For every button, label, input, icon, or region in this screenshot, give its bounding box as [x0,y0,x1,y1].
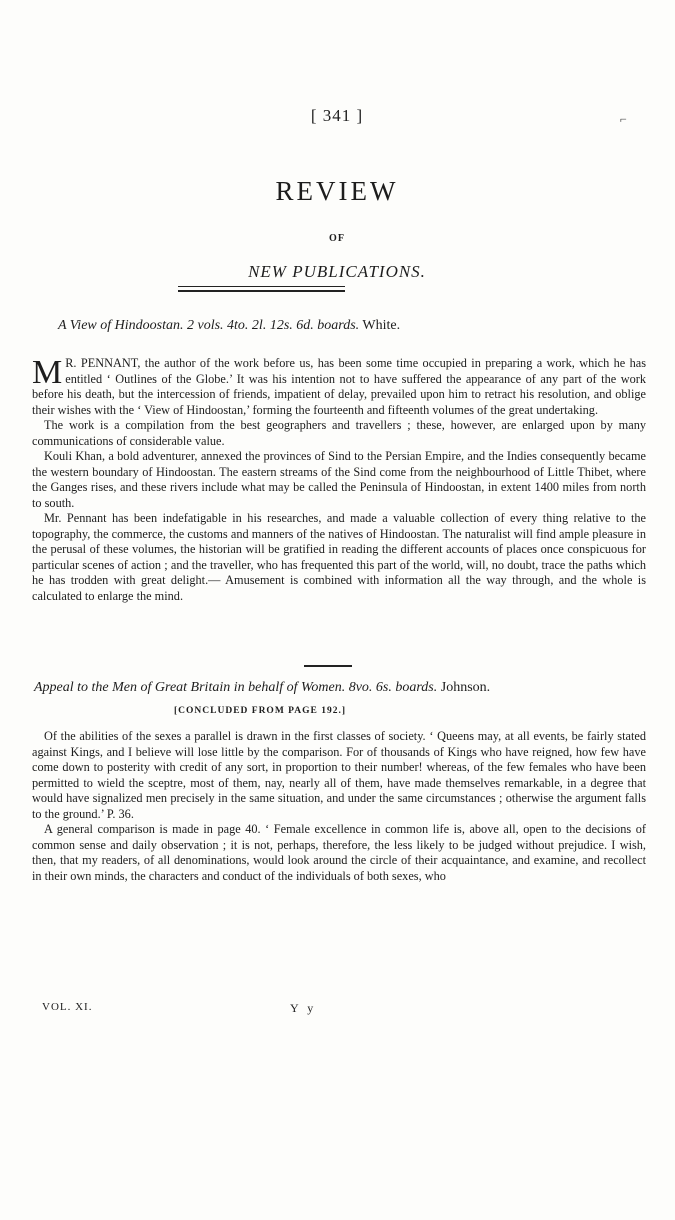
review1-paragraph-text: R. PENNANT, the author of the work before us, has been some time occupied in preparing a work, which he has entitled ‘ Outlines of the Globe.’ It was his intention not to have suffered the appearance of any part of the work before his death, but the intercession of friends, impatient of delay, prevailed upon him to retract his resolution, and oblige their wishes with the ‘ View of Hindoostan,’ forming the fourteenth and fifteenth volumes of the great undertaking. [32,356,646,417]
review1-body [32,356,646,604]
review1-book-title [58,318,648,334]
volume-footer: VOL. XI. [42,1001,93,1013]
review2-publisher: Johnson. [437,680,491,695]
corner-mark: ⌐ [620,112,627,126]
document-page [26,0,648,1220]
section-heading: REVIEW [275,176,399,206]
signature-mark: Y y [290,1001,317,1015]
short-rule-divider [304,665,352,667]
review2-paragraph: A general comparison is made in page 40. ‘ Female excellence in common life is, above all, open to the decisions of common sense and daily observation ; it is not, perhaps, therefore, the less likely to be judged without prejudice. I wish, then, that my readers, of all denominations, would look around the circle of their acquaintance, and examine, and recollect in their own minds, the characters and conduct of the individuals of both sexes, who [32,822,646,883]
page-number: [ 341 ] [310,106,364,125]
review1-paragraph [32,356,646,418]
heading-of: OF [329,233,345,244]
review2-details: 8vo. 6s. boards. [345,680,438,695]
review1-paragraph: Mr. Pennant has been indefatigable in his researches, and made a valuable collection of every thing relative to the topography, the commerce, the customs and manners of the natives of Hindoostan. The naturalist will find ample pleasure in the perusal of these volumes, the historian will be gratified in reading the different accounts of places once conspicuous for particular scenes of action ; and the traveller, who has frequented this part of the world, will, no doubt, trace the paths which he has trodden with great delight.— Amusement is combined with information all the way through, and the whole is calculated to enlarge the mind. [32,511,646,603]
concluded-note: [CONCLUDED FROM PAGE 192.] [174,706,347,716]
review2-body [32,729,646,884]
review1-title: A View of Hindoostan. [58,318,184,333]
section-subheading: NEW PUBLICATIONS. [248,262,426,281]
review1-paragraph: Kouli Khan, a bold adventurer, annexed the provinces of Sind to the Persian Empire, and the Indies consequently became the western boundary of Hindoostan. The eastern streams of the Sind come from the neighbourhood of Little Thibet, where the Ganges rises, and these rivers include what may be called the Peninsula of Hindoostan, in extent 1400 miles from north to south. [32,449,646,510]
review2-book-title [34,680,648,696]
review2-title: Appeal to the Men of Great Britain in behalf of Women. [34,680,346,695]
review1-publisher: White. [359,318,401,333]
review2-paragraph: Of the abilities of the sexes a parallel is drawn in the first classes of society. ‘ Queens may, at all events, be fairly stated against Kings, and I believe will lose little by the comparison. For of thousands of Kings who have reigned, how few have come down to posterity with credit of any sort, in proportion to their number! whereas, of the few females who have been permitted to wield the sceptre, most of them, nay, nearly all of them, have made themselves remarkable, in a degree that would have signalized men precisely in the same situation, and under the same circumstances ; otherwise the argument falls to the ground.’ P. 36. [32,729,646,821]
double-rule-divider [178,286,345,292]
review1-details: 2 vols. 4to. 2l. 12s. 6d. boards. [183,318,360,333]
dropcap-letter: M [32,354,63,391]
review1-paragraph: The work is a compilation from the best geographers and travellers ; these, however, are enlarged upon by many communications of considerable value. [32,418,646,448]
